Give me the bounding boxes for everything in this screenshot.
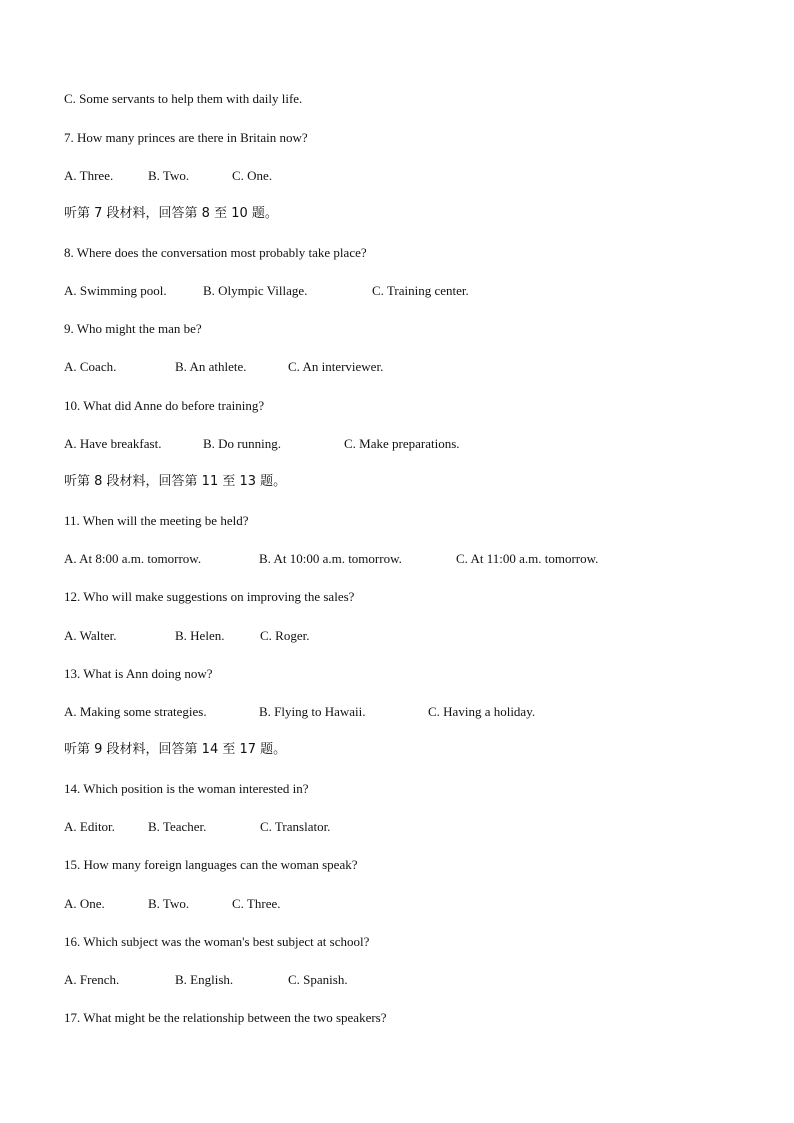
option-c: C. Make preparations. (344, 436, 460, 451)
option-b: B. Teacher. (148, 819, 207, 834)
option-c: C. Having a holiday. (428, 704, 536, 719)
question-12: 12. Who will make suggestions on improving the sales? (64, 589, 355, 604)
option-c: C. Three. (232, 896, 281, 911)
question-10: 10. What did Anne do before training? (64, 398, 265, 413)
question-11: 11. When will the meeting be held? (64, 513, 249, 528)
option-c: C. Roger. (260, 628, 310, 643)
option-c: C. Translator. (260, 819, 331, 834)
options-row-q13 (0, 704, 794, 720)
option-b: B. At 10:00 a.m. tomorrow. (259, 551, 402, 566)
options-row-q7 (0, 168, 794, 184)
option-b: B. Do running. (203, 436, 281, 451)
option-a: A. Have breakfast. (64, 436, 162, 451)
option-b: B. Two. (148, 896, 190, 911)
option-b: B. Helen. (175, 628, 225, 643)
question-9: 9. Who might the man be? (64, 321, 202, 336)
options-row-q12 (0, 628, 794, 644)
question-14: 14. Which position is the woman interested in? (64, 781, 309, 796)
option-a: A. French. (64, 972, 120, 987)
option-a: A. Coach. (64, 359, 117, 374)
option-a: A. Swimming pool. (64, 283, 167, 298)
question-13: 13. What is Ann doing now? (64, 666, 213, 681)
question-7: 7. How many princes are there in Britain now? (64, 130, 308, 145)
options-row-q9 (0, 359, 794, 375)
question-16: 16. Which subject was the woman's best subject at school? (64, 934, 370, 949)
option-c: C. At 11:00 a.m. tomorrow. (456, 551, 599, 566)
section-heading-8: 听第 8 段材料，回答第 11 至 13 题。 (64, 474, 287, 489)
options-row-q11 (0, 551, 794, 567)
answer-option-line: C. Some servants to help them with daily life. (64, 91, 303, 106)
options-row-q10 (0, 436, 794, 452)
option-a: A. Making some strategies. (64, 704, 207, 719)
options-row-q16 (0, 972, 794, 988)
option-a: A. Three. (64, 168, 114, 183)
option-a: A. One. (64, 896, 105, 911)
option-b: B. Two. (148, 168, 190, 183)
option-b: B. An athlete. (175, 359, 247, 374)
section-heading-9: 听第 9 段材料，回答第 14 至 17 题。 (64, 742, 287, 757)
question-15: 15. How many foreign languages can the woman speak? (64, 857, 358, 872)
option-a: A. Editor. (64, 819, 115, 834)
option-c: C. One. (232, 168, 273, 183)
option-c: C. Training center. (372, 283, 469, 298)
option-b: B. Olympic Village. (203, 283, 308, 298)
options-row-q14 (0, 819, 794, 835)
section-heading-7: 听第 7 段材料，回答第 8 至 10 题。 (64, 206, 278, 221)
option-a: A. Walter. (64, 628, 117, 643)
option-b: B. Flying to Hawaii. (259, 704, 366, 719)
option-a: A. At 8:00 a.m. tomorrow. (64, 551, 202, 566)
option-b: B. English. (175, 972, 234, 987)
options-row-q8 (0, 283, 794, 299)
option-c: C. An interviewer. (288, 359, 384, 374)
option-c: C. Spanish. (288, 972, 348, 987)
question-17: 17. What might be the relationship between the two speakers? (64, 1010, 387, 1025)
options-row-q15 (0, 896, 794, 912)
question-8: 8. Where does the conversation most probably take place? (64, 245, 367, 260)
